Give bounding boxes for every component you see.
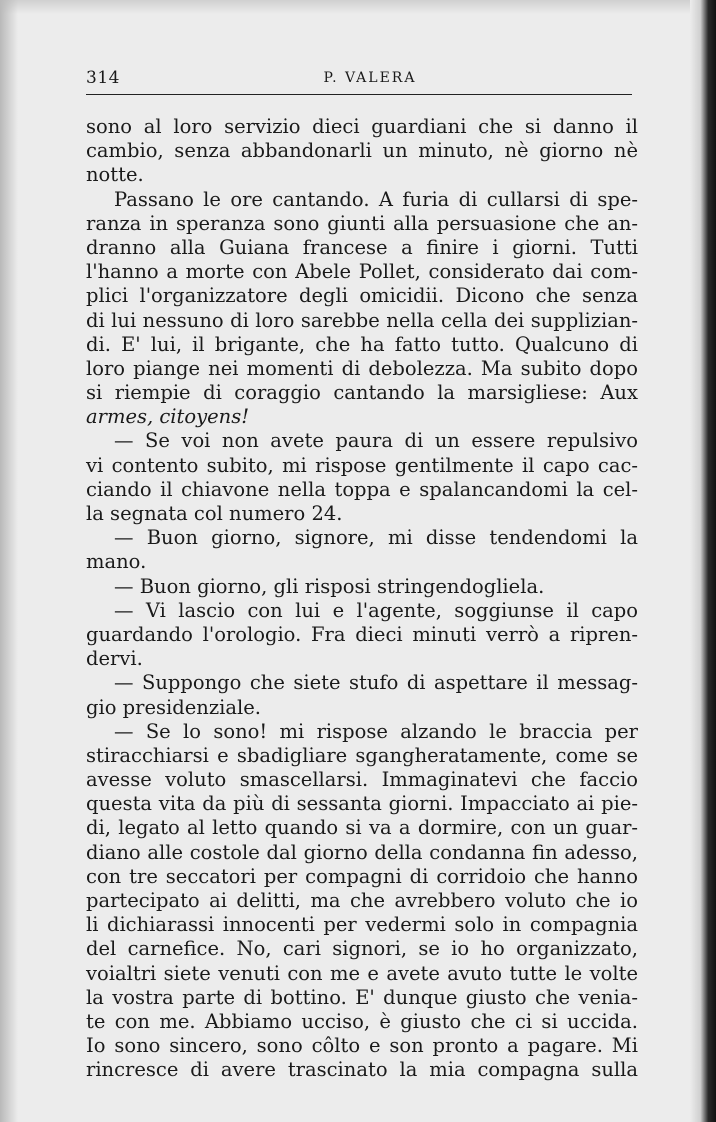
header-rule — [86, 94, 632, 95]
text-line: la segnata col numero 24. — [86, 502, 343, 525]
text-line: li dichiarassi innocenti per vedermi solo in compagnia — [86, 913, 638, 937]
text-line: cambio, senza abbandonarli un minuto, nè giorno nè — [86, 139, 638, 163]
text-line: sono al loro servizio dieci guardiani che si danno il — [86, 115, 638, 138]
text-line: — Se lo sono! mi rispose alzando le braccia per — [114, 719, 638, 743]
text-line: di, legato al letto quando si va a dormire, con un guar- — [86, 816, 638, 840]
text-line: Io sono sincero, sono côlto e son pronto a pagare. Mi — [86, 1034, 638, 1058]
text-line: la vostra parte di bottino. E' dunque giusto che venia- — [86, 985, 638, 1009]
text-line: plici l'organizzatore degli omicidii. Dicono che senza — [86, 284, 638, 308]
text-line: questa vita da più di sessanta giorni. Impacciato ai pie- — [86, 792, 638, 816]
text-line: — Buon giorno, gli risposi stringendogliela. — [114, 574, 545, 598]
text-line: rincresce di avere trascinato la mia compagna sulla — [86, 1058, 638, 1082]
text-line: ciando il chiavone nella toppa e spalancandomi la cel- — [86, 477, 638, 501]
text-line: l'hanno a morte con Abele Pollet, considerato dai com- — [86, 260, 638, 284]
text-line: — Buon giorno, signore, mi disse tendendomi la — [114, 526, 638, 550]
text-line: mano. — [86, 550, 147, 574]
text-line: guardando l'orologio. Fra dieci minuti verrò a ripren- — [86, 622, 638, 646]
text-line: te con me. Abbiamo ucciso, è giusto che ci si uccida. — [86, 1009, 638, 1033]
text-line: di. E' lui, il brigante, che ha fatto tutto. Qualcuno di — [86, 332, 638, 356]
text-line: diano alle costole dal giorno della condanna fin adesso, — [86, 840, 638, 864]
text-line: Passano le ore cantando. A furia di cullarsi di spe- — [114, 187, 638, 211]
text-line: si riempie di coraggio cantando la marsigliese: Aux — [86, 381, 638, 405]
text-line: — Vi lascio con lui e l'agente, soggiunse il capo — [114, 598, 638, 622]
text-line: gio presidenziale. — [86, 695, 261, 719]
text-line: vi contento subito, mi rispose gentilmente il capo cac- — [86, 453, 638, 477]
text-line: notte. — [86, 163, 144, 187]
scan-left-shadow — [0, 0, 18, 1122]
text-line: voialtri siete venuti con me e avete avuto tutte le volte — [86, 961, 638, 985]
text-line-italic: armes, citoyens! — [86, 405, 250, 429]
text-line: del carnefice. No, cari signori, se io ho organizzato, — [86, 937, 638, 961]
text-line: di lui nessuno di loro sarebbe nella cella dei supplizian- — [86, 308, 638, 332]
book-page — [86, 68, 654, 1083]
page-header — [86, 68, 654, 90]
text-line: stiracchiarsi e sbadigliare sgangheratamente, come se — [86, 743, 638, 767]
text-line: dranno alla Guiana francese a finire i giorni. Tutti — [86, 235, 638, 259]
text-line: avesse voluto smascellarsi. Immaginatevi che faccio — [86, 768, 638, 792]
scan-top-shadow — [0, 0, 716, 14]
text-line: loro piange nei momenti di debolezza. Ma subito dopo — [86, 356, 638, 380]
page-number: 314 — [86, 68, 120, 88]
text-line: — Se voi non avete paura di un essere repulsivo — [114, 429, 638, 453]
body-text — [86, 115, 638, 1083]
book-binding-edge — [690, 0, 716, 1122]
text-line: ranza in speranza sono giunti alla persuasione che an- — [86, 211, 638, 235]
text-line: partecipato ai delitti, ma che avrebbero voluto che io — [86, 889, 638, 912]
text-line: — Suppongo che siete stufo di aspettare il messag- — [114, 671, 638, 695]
text-line: dervi. — [86, 647, 143, 671]
text-line: con tre seccatori per compagni di corridoio che hanno — [86, 864, 638, 888]
running-title: P. VALERA — [323, 70, 417, 86]
